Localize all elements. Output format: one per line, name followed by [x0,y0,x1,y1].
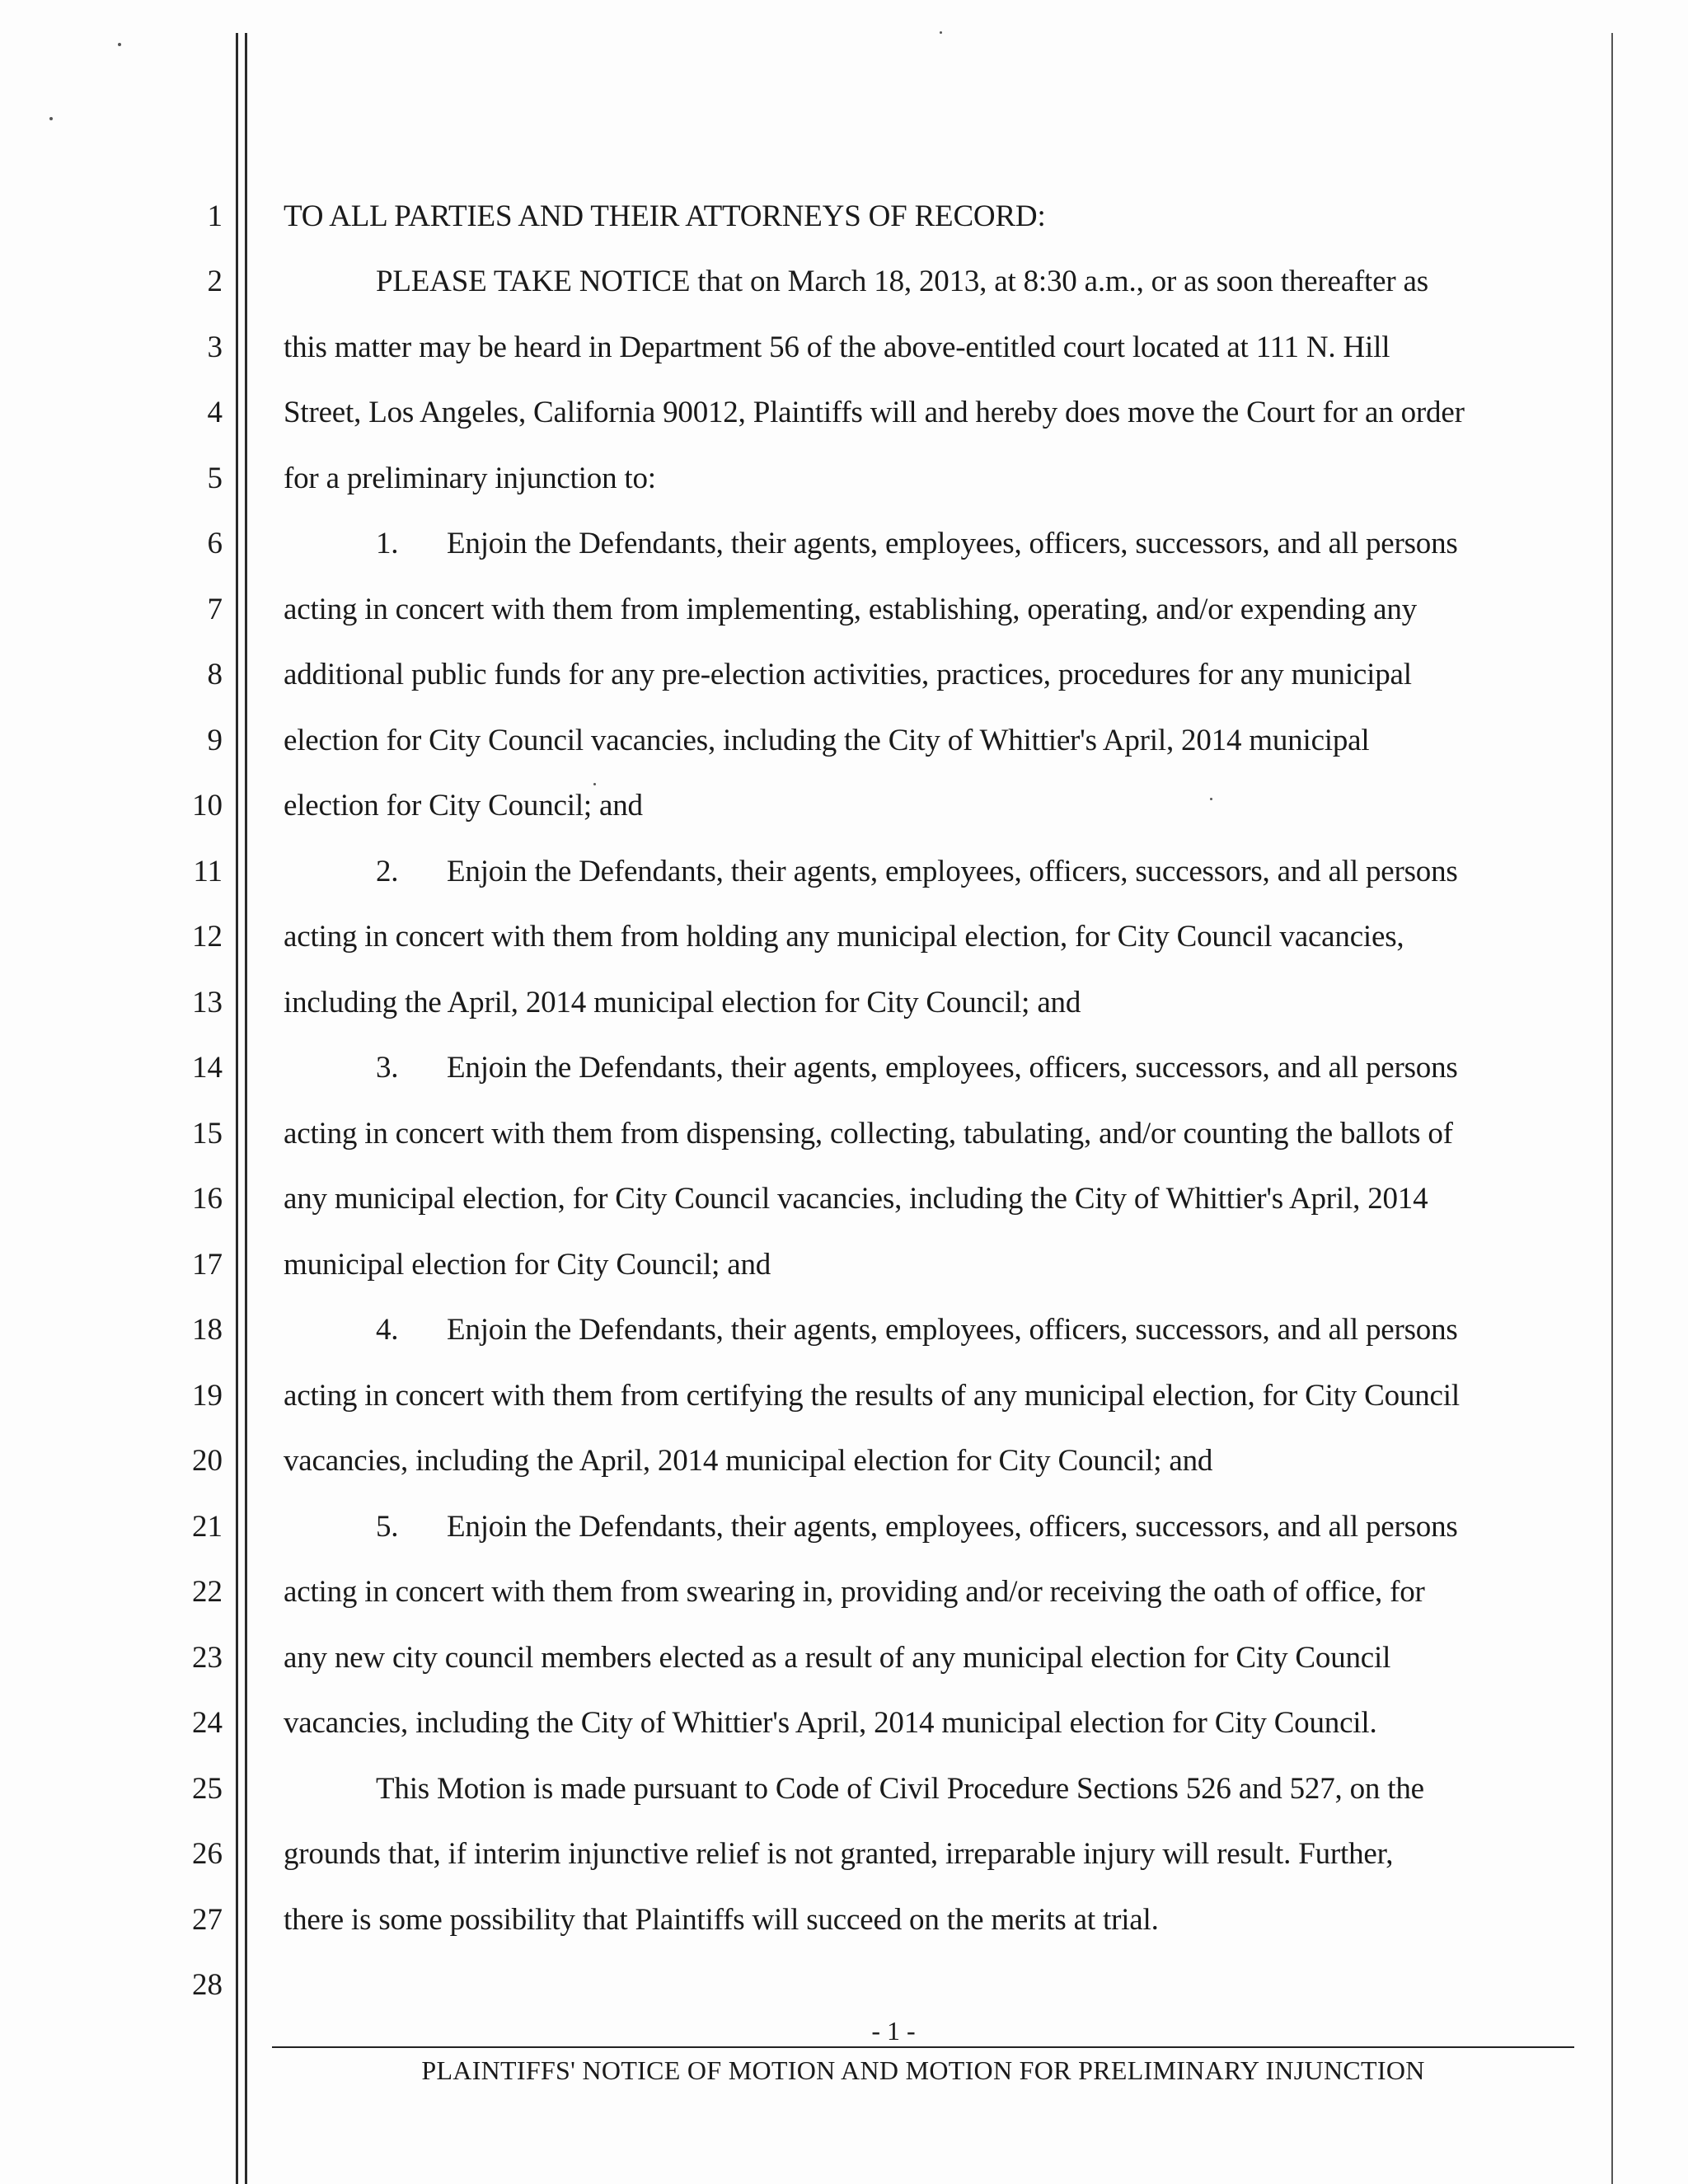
line-number: 13 [192,986,223,1019]
text-line: including the April, 2014 municipal election for City Council; and [284,986,1081,1019]
enumerated-item-5 [376,1511,1458,1544]
text-line: acting in concert with them from dispensing, collecting, tabulating, and/or counting the ballots of [284,1117,1453,1151]
text-line: any new city council members elected as a result of any municipal election for City Council [284,1641,1391,1675]
text-line: vacancies, including the City of Whittier's April, 2014 municipal election for City Council. [284,1706,1377,1740]
item-text: Enjoin the Defendants, their agents, employees, officers, successors, and all persons [447,1313,1458,1347]
enumerated-item-4 [376,1314,1458,1347]
line-number: 17 [192,1248,223,1282]
line-number: 18 [192,1313,223,1347]
item-number: 2. [376,855,399,888]
enumerated-item-3 [376,1052,1458,1085]
line-number: 25 [192,1772,223,1806]
line-number: 11 [193,855,223,888]
scan-speck [1210,798,1212,800]
footer-document-title: PLAINTIFFS' NOTICE OF MOTION AND MOTION FOR PRELIMINARY INJUNCTION [421,2055,1425,2085]
line-number: 8 [207,658,223,691]
scan-speck [118,43,121,46]
item-number: 3. [376,1051,399,1085]
left-margin-rule-outer [236,33,238,2184]
text-line: municipal election for City Council; and [284,1248,771,1282]
text-line: any municipal election, for City Council vacancies, including the City of Whittier's April, 2014 [284,1182,1428,1216]
item-text: Enjoin the Defendants, their agents, employees, officers, successors, and all persons [447,527,1458,560]
line-number: 26 [192,1837,223,1871]
text-line: this matter may be heard in Department 56 of the above-entitled court located at 111 N. Hill [284,330,1390,364]
text-line: grounds that, if interim injunctive relief is not granted, irreparable injury will result. Further, [284,1837,1394,1871]
text-line: Street, Los Angeles, California 90012, Plaintiffs will and hereby does move the Court for an order [284,396,1465,429]
line-number: 5 [207,462,223,495]
item-number: 5. [376,1510,399,1544]
text-line: This Motion is made pursuant to Code of Civil Procedure Sections 526 and 527, on the [376,1772,1424,1806]
scan-speck [49,117,53,120]
left-margin-rule-inner [245,33,247,2184]
line-number: 19 [192,1379,223,1413]
text-line: PLEASE TAKE NOTICE that on March 18, 2013, at 8:30 a.m., or as soon thereafter as [376,265,1428,298]
text-line: election for City Council vacancies, including the City of Whittier's April, 2014 municipal [284,724,1370,757]
text-line: election for City Council; and [284,789,643,823]
footer-divider [272,2046,1574,2048]
right-margin-rule [1611,33,1613,2184]
line-number: 14 [192,1051,223,1085]
item-number: 4. [376,1313,399,1347]
line-number: 4 [207,396,223,429]
line-number: 21 [192,1510,223,1544]
text-line: acting in concert with them from holding any municipal election, for City Council vacancies, [284,920,1404,954]
line-number: 20 [192,1444,223,1478]
item-text: Enjoin the Defendants, their agents, employees, officers, successors, and all persons [447,1051,1458,1085]
text-line: there is some possibility that Plaintiffs will succeed on the merits at trial. [284,1903,1159,1937]
line-number: 1 [207,199,223,233]
text-line: additional public funds for any pre-election activities, practices, procedures for any municipal [284,658,1412,691]
salutation: TO ALL PARTIES AND THEIR ATTORNEYS OF RECORD: [284,199,1046,233]
line-number: 22 [192,1575,223,1609]
line-number: 28 [192,1968,223,2002]
line-number: 24 [192,1706,223,1740]
line-number: 7 [207,593,223,626]
line-number: 12 [192,920,223,954]
item-text: Enjoin the Defendants, their agents, employees, officers, successors, and all persons [447,855,1458,888]
enumerated-item-1 [376,527,1458,560]
line-number: 15 [192,1117,223,1151]
line-number: 23 [192,1641,223,1675]
item-text: Enjoin the Defendants, their agents, employees, officers, successors, and all persons [447,1510,1458,1544]
line-number: 6 [207,527,223,560]
text-line: acting in concert with them from swearing in, providing and/or receiving the oath of office, for [284,1575,1425,1609]
text-line: vacancies, including the April, 2014 municipal election for City Council; and [284,1444,1213,1478]
line-number: 16 [192,1182,223,1216]
text-line: acting in concert with them from implementing, establishing, operating, and/or expending any [284,593,1417,626]
scan-speck [940,31,942,34]
line-number: 3 [207,330,223,364]
scan-speck [593,783,596,785]
page-number: - 1 - [871,2016,916,2046]
enumerated-item-2 [376,855,1458,888]
line-number: 27 [192,1903,223,1937]
item-number: 1. [376,527,399,560]
text-line: for a preliminary injunction to: [284,462,656,495]
line-number: 2 [207,265,223,298]
line-number: 9 [207,724,223,757]
line-number: 10 [192,789,223,823]
text-line: acting in concert with them from certifying the results of any municipal election, for City Council [284,1379,1460,1413]
